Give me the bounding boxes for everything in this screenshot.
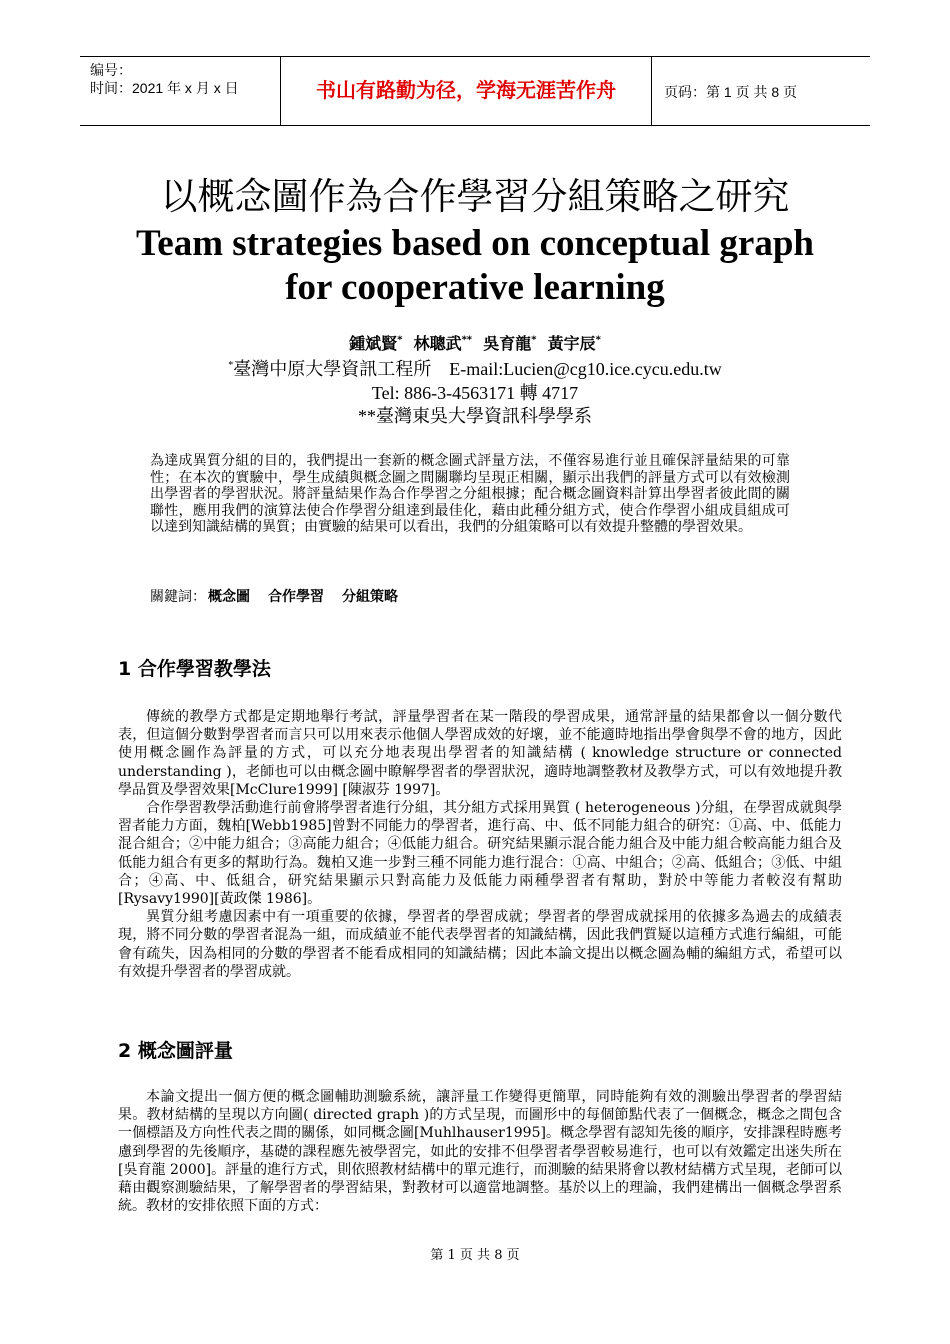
- page-footer: 第 1 页 共 8 页: [430, 1248, 520, 1263]
- section-body: [118, 1088, 842, 1215]
- header-meta-cell: [80, 57, 281, 125]
- author-name: 林聰武: [413, 334, 462, 353]
- section-body: [118, 708, 842, 981]
- author-name: 吳育龍: [483, 334, 532, 353]
- affiliation-mark: *: [228, 360, 234, 371]
- header-page-number: 页码：第 1 页 共 8 页: [664, 84, 798, 100]
- document-date: 时间：2021 年 x 月 x 日: [90, 80, 239, 96]
- section-heading: 2 概念圖評量: [118, 1040, 233, 1062]
- document-number: 编号：: [90, 62, 132, 78]
- header-page-cell: [652, 57, 870, 125]
- title-english-line1: Team strategies based on conceptual graph: [136, 223, 814, 264]
- page-header: [80, 56, 870, 126]
- affiliation-line1: [0, 357, 950, 381]
- affiliation-phone: Tel: 886-3-4563171 轉 4717: [371, 383, 579, 403]
- affiliation-line2: **臺灣東吳大學資訊科學學系: [358, 406, 592, 426]
- title-english: [0, 222, 950, 310]
- header-motto: 书山有路勤为径，学海无涯苦作舟: [316, 78, 616, 102]
- keyword: 概念圖: [208, 589, 250, 605]
- author-mark: *: [397, 334, 403, 346]
- title-english-line2: for cooperative learning: [285, 267, 665, 308]
- title-chinese: 以概念圖作為合作學習分組策略之研究: [160, 175, 790, 218]
- keywords-label: 關鍵詞：: [150, 589, 206, 605]
- section-heading: 1 合作學習教學法: [118, 658, 271, 680]
- abstract: 為達成異質分組的目的，我們提出一套新的概念圖式評量方法，不僅容易進行並且確保評量結果的可靠性；在本次的實驗中，學生成績與概念圖之間關聯均呈現正相關，顯示出我們的評量方式可以有效檢測出學習者的學習狀況。將評量結果作為合作學習之分組根據；配合概念圖資料計算出學習者彼此間的關聯性，應用我們的演算法使合作學習分組達到最佳化，藉由此種分組方式，使合作學習小組成員組成可以達到知識結構的異質；由實驗的結果可以看出，我們的分組策略可以有效提升整體的學習效果。: [150, 453, 790, 536]
- author-mark: **: [461, 334, 473, 346]
- paragraph: 異質分組考慮因素中有一項重要的依據，學習者的學習成就；學習者的學習成就採用的依據多為過去的成績表現，將不同分數的學習者混為一組，而成績並不能代表學習者的知識結構，因此我們質疑以這種方式進行編組，可能會有疏失，因為相同的分數的學習者不能看成相同的知識結構；因此本論文提出以概念圖為輔的編組方式，希望可以有效提升學習者的學習成就。: [118, 909, 842, 980]
- author-mark: *: [595, 334, 601, 346]
- keywords: [150, 588, 416, 606]
- author-name: 黃宇辰: [547, 334, 596, 353]
- paragraph: 傳統的教學方式都是定期地舉行考試，評量學習者在某一階段的學習成果，通常評量的結果都會以一個分數代表，但這個分數對學習者而言只可以用來表示他個人學習成效的好壞，並不能適時地指出學會與學不會的地方，因此使用概念圖作為評量的方式，可以充分地表現出學習者的知識結構 ( knowledge structure or connected understanding )，老師也可以由概念圖中瞭解學習者的學習狀況，適時地調整教材及教學方式，可以有效地提升教學品質及學習效果[McClure1999] [陳淑芬 1997]。: [118, 709, 842, 798]
- author-mark: *: [531, 334, 537, 346]
- header-motto-cell: [281, 57, 652, 125]
- author-name: 鍾斌賢: [349, 334, 398, 353]
- keyword: 分組策略: [342, 589, 398, 605]
- author-list: [0, 333, 950, 355]
- keyword: 合作學習: [268, 589, 324, 605]
- paragraph: 合作學習教學活動進行前會將學習者進行分組，其分組方式採用異質 ( heterogeneous )分組，在學習成就與學習者能力方面，魏柏[Webb1985]曾對不同能力的學習者，進行高、中、低不同能力組合的研究：①高、中、低能力混合組合；②中能力組合；③高能力組合；④低能力組合。研究結果顯示混合能力組合及中能力組合較高能力組合及低能力組合有更多的幫助行為。魏柏又進一步對三種不同能力進行混合：①高、中組合；②高、低組合；③低、中組合；④高、中、低組合，研究結果顯示只對高能力及低能力兩種學習者有幫助，對於中等能力者較沒有幫助[Rysavy1990][黃政傑 1986]。: [118, 800, 842, 908]
- affiliation-text: 臺灣中原大學資訊工程所 E-mail:Lucien@cg10.ice.cycu.edu.tw: [233, 359, 722, 379]
- paragraph: 本論文提出一個方便的概念圖輔助測驗系統，讓評量工作變得更簡單，同時能夠有效的測驗出學習者的學習結果。教材結構的呈現以方向圖( directed graph )的方式呈現，而圖形中的每個節點代表了一個概念，概念之間包含一個標語及方向性代表之間的關係，如同概念圖[Muhlhauser1995]。概念學習有認知先後的順序，安排課程時應考慮到學習的先後順序，基礎的課程應先被學習完，如此的安排不但學習者學習較易進行，也可以有效鑑定出迷失所在[吳育龍 2000]。評量的進行方式，則依照教材結構中的單元進行，而測驗的結果將會以教材結構方式呈現，老師可以藉由觀察測驗結果，了解學習者的學習結果，對教材可以適當地調整。基於以上的理論，我們建構出一個概念學習系統。教材的安排依照下面的方式：: [118, 1089, 842, 1215]
